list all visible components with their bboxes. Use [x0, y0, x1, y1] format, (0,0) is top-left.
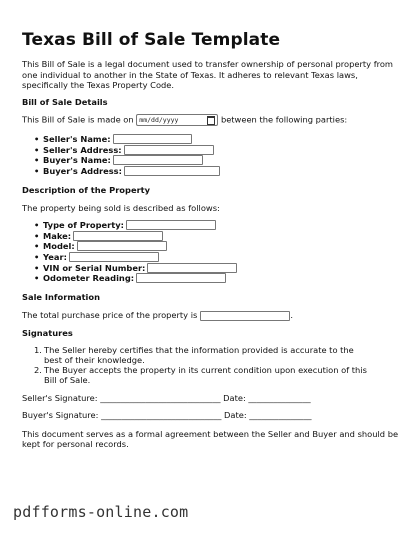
- type-label: • Type of Property:: [43, 220, 124, 231]
- seller-signature-line: Seller's Signature: _____________________________ Date: _______________: [22, 393, 311, 403]
- list-item: [34, 155, 220, 166]
- closing-line-1: This document serves as a formal agreement between the Seller and Buyer and should be: [22, 429, 399, 439]
- odometer-label: • Odometer Reading:: [43, 273, 135, 284]
- signatures-heading: Signatures: [22, 328, 73, 338]
- watermark-footer: pdfforms-online.com: [13, 503, 189, 521]
- vin-field[interactable]: [147, 263, 237, 273]
- make-field[interactable]: [73, 231, 163, 241]
- list-item: [34, 252, 237, 263]
- item-text: The Seller hereby certifies that the information provided is accurate to the best of their knowledge.: [44, 345, 354, 365]
- list-item: [34, 231, 237, 242]
- seller-address-field[interactable]: [124, 145, 214, 155]
- year-label: • Year:: [43, 252, 67, 263]
- odometer-field[interactable]: [136, 273, 226, 283]
- list-item: [34, 145, 220, 156]
- buyer-address-field[interactable]: [124, 166, 220, 176]
- property-list: [34, 220, 237, 284]
- seller-address-label: • Seller's Address:: [43, 144, 122, 155]
- page-title: Texas Bill of Sale Template: [22, 30, 281, 50]
- list-item: [34, 134, 220, 145]
- buyer-signature-line: Buyer's Signature: _____________________________ Date: _______________: [22, 410, 312, 420]
- price-line: [22, 310, 293, 321]
- item-number: 2.: [34, 365, 42, 375]
- intro-line-3: specifically the Texas Property Code.: [22, 80, 175, 90]
- list-item: [34, 241, 237, 252]
- price-prefix: The total purchase price of the property is: [22, 310, 198, 320]
- made-on-suffix: between the following parties:: [220, 114, 348, 125]
- year-field[interactable]: [69, 252, 159, 262]
- seller-name-label: • Seller's Name:: [43, 134, 111, 145]
- sale-heading: Sale Information: [22, 292, 100, 302]
- intro-line-2: one individual to another in the State of Texas. It adheres to relevant Texas laws,: [22, 70, 358, 80]
- buyer-address-label: • Buyer's Address:: [43, 166, 122, 177]
- model-field[interactable]: [77, 241, 167, 251]
- list-item: [34, 262, 237, 273]
- price-field[interactable]: [200, 311, 290, 321]
- buyer-name-label: • Buyer's Name:: [43, 155, 111, 166]
- intro-line-1: This Bill of Sale is a legal document used to transfer ownership of personal property from: [22, 59, 394, 69]
- model-label: • Model:: [43, 241, 75, 252]
- property-intro: The property being sold is described as follows:: [22, 203, 220, 213]
- property-heading: Description of the Property: [22, 185, 151, 195]
- sale-date-input[interactable]: [136, 114, 218, 126]
- price-suffix: .: [290, 310, 293, 320]
- parties-list: [34, 134, 220, 176]
- closing-line-2: kept for personal records.: [22, 439, 129, 449]
- list-item: [34, 220, 237, 231]
- vin-label: • VIN or Serial Number:: [43, 262, 146, 273]
- list-item: [34, 166, 220, 177]
- type-field[interactable]: [126, 220, 216, 230]
- item-text: The Buyer accepts the property in its current condition upon execution of this Bill of Sale.: [44, 365, 367, 385]
- make-label: • Make:: [43, 230, 72, 241]
- made-on-line: [22, 114, 347, 126]
- calendar-icon[interactable]: [207, 116, 215, 125]
- item-number: 1.: [34, 345, 42, 355]
- details-heading: Bill of Sale Details: [22, 97, 108, 107]
- date-placeholder: mm/dd/yyyy: [139, 116, 179, 124]
- list-item: [34, 273, 237, 284]
- seller-name-field[interactable]: [113, 134, 192, 144]
- buyer-name-field[interactable]: [113, 155, 203, 165]
- made-on-prefix: This Bill of Sale is made on: [22, 114, 134, 125]
